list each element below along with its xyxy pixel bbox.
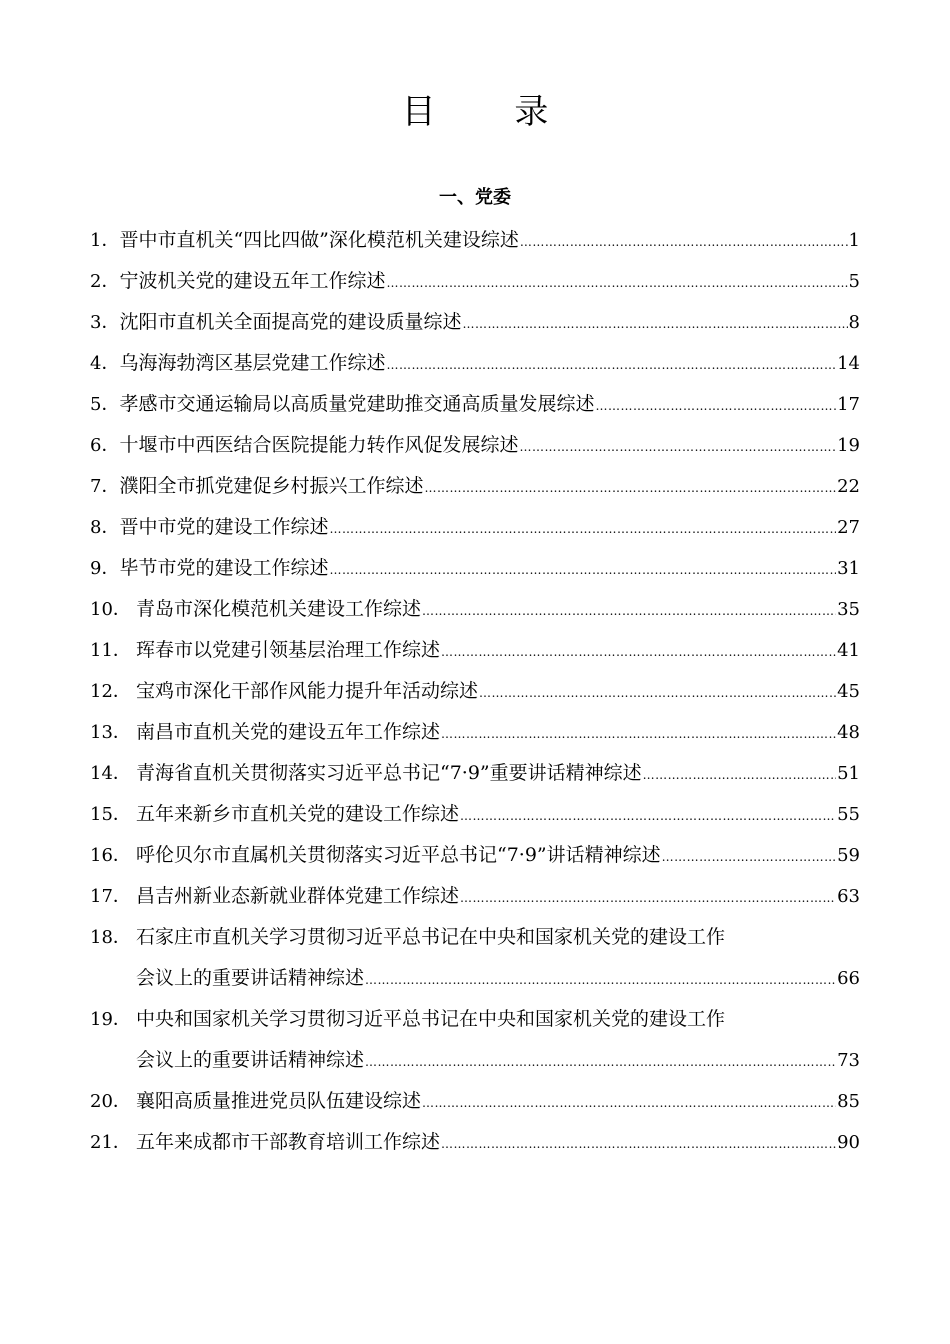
toc-entry (90, 757, 860, 798)
toc-entry-number: 4． (90, 353, 120, 374)
toc-entry-title: 乌海海勃湾区基层党建工作综述 (119, 352, 386, 374)
page-title: 目 录 (401, 92, 583, 132)
toc-entry-title: 五年来成都市干部教育培训工作综述 (136, 1131, 441, 1153)
toc-leader-dots (422, 1087, 836, 1119)
toc-page-number: 55 (837, 804, 860, 825)
toc-entry-number: 2． (90, 271, 120, 292)
toc-leader-dots (462, 308, 847, 340)
toc-leader-dots (441, 1128, 836, 1160)
toc-entry (90, 1003, 860, 1085)
toc-entry (90, 675, 860, 716)
toc-entry-title: 濮阳全市抓党建促乡村振兴工作综述 (119, 475, 424, 497)
toc-leader-dots (519, 431, 836, 463)
toc-line (90, 880, 860, 921)
toc-page-number: 5 (848, 271, 860, 292)
toc-entry-title: 晋中市党的建设工作综述 (119, 516, 329, 538)
toc-entry-number: 9． (90, 558, 120, 579)
toc-entry-title: 会议上的重要讲话精神综述 (136, 1049, 365, 1071)
toc-line (90, 757, 860, 798)
toc-page-number: 66 (837, 968, 860, 989)
toc-line (90, 388, 860, 429)
toc-line (90, 634, 860, 675)
toc-leader-dots (422, 595, 836, 627)
toc-entry-number: 20． (90, 1091, 131, 1112)
toc-leader-dots (460, 800, 836, 832)
toc-leader-dots (424, 472, 836, 504)
toc-entry-number: 7． (90, 476, 120, 497)
toc-entry-title: 青岛市深化模范机关建设工作综述 (136, 598, 422, 620)
toc-line (90, 511, 860, 552)
toc-entry (90, 511, 860, 552)
toc-entry-title: 中央和国家机关学习贯彻习近平总书记在中央和国家机关党的建设工作 (136, 1008, 726, 1030)
toc-leader-dots (643, 759, 836, 791)
toc-entry-title: 十堰市中西医结合医院提能力转作风促发展综述 (119, 434, 519, 456)
toc-line (90, 675, 860, 716)
toc-line (90, 798, 860, 839)
toc-page-number: 48 (837, 722, 860, 743)
toc-entry-number: 6． (90, 435, 120, 456)
toc-entry-title: 孝感市交通运输局以高质量党建助推交通高质量发展综述 (119, 393, 595, 415)
table-of-contents (90, 224, 860, 1167)
toc-leader-dots (441, 636, 836, 668)
toc-entry (90, 634, 860, 675)
toc-entry (90, 552, 860, 593)
toc-entry (90, 265, 860, 306)
toc-entry (90, 839, 860, 880)
toc-entry (90, 921, 860, 1003)
toc-entry (90, 470, 860, 511)
toc-page-number: 19 (837, 435, 860, 456)
toc-line (90, 839, 860, 880)
toc-entry-number: 17． (90, 886, 131, 907)
toc-line (90, 1126, 860, 1167)
toc-page-number: 17 (837, 394, 860, 415)
toc-entry-number: 19． (90, 1009, 131, 1030)
toc-page-number: 1 (848, 230, 860, 251)
toc-entry-number: 3． (90, 312, 120, 333)
toc-entry (90, 306, 860, 347)
toc-page-number: 8 (848, 312, 860, 333)
toc-entry-title: 毕节市党的建设工作综述 (119, 557, 329, 579)
toc-entry-number: 16． (90, 845, 131, 866)
toc-line (90, 552, 860, 593)
toc-entry-number: 21． (90, 1132, 131, 1153)
toc-entry-title: 宝鸡市深化干部作风能力提升年活动综述 (136, 680, 479, 702)
toc-line (90, 593, 860, 634)
toc-entry (90, 716, 860, 757)
toc-page-number: 73 (837, 1050, 860, 1071)
toc-leader-dots (520, 226, 848, 258)
toc-entry (90, 429, 860, 470)
toc-entry-title: 南昌市直机关党的建设五年工作综述 (136, 721, 441, 743)
toc-page-number: 22 (837, 476, 860, 497)
toc-entry (90, 347, 860, 388)
toc-leader-dots (460, 882, 836, 914)
toc-entry-title: 晋中市直机关“四比四做”深化模范机关建设综述 (119, 229, 519, 251)
toc-entry-title: 会议上的重要讲话精神综述 (136, 967, 365, 989)
toc-entry-number: 1． (90, 230, 120, 251)
toc-entry-number: 8． (90, 517, 120, 538)
toc-leader-dots (479, 677, 836, 709)
toc-line (90, 265, 860, 306)
toc-page-number: 27 (837, 517, 860, 538)
toc-page-number: 90 (837, 1132, 860, 1153)
toc-leader-dots (365, 964, 836, 996)
toc-line (90, 1044, 860, 1085)
toc-page-number: 63 (837, 886, 860, 907)
toc-entry-number: 15． (90, 804, 131, 825)
toc-page-number: 31 (837, 558, 860, 579)
toc-entry-title: 五年来新乡市直机关党的建设工作综述 (136, 803, 460, 825)
toc-page-number: 35 (837, 599, 860, 620)
toc-line (90, 429, 860, 470)
toc-leader-dots (365, 1046, 836, 1078)
toc-entry-number: 12． (90, 681, 131, 702)
toc-leader-dots (329, 513, 836, 545)
toc-entry-title: 呼伦贝尔市直属机关贯彻落实习近平总书记“7·9”讲话精神综述 (136, 844, 661, 866)
toc-entry (90, 224, 860, 265)
toc-entry-number: 18． (90, 927, 131, 948)
toc-entry-title: 沈阳市直机关全面提高党的建设质量综述 (119, 311, 462, 333)
toc-line (90, 224, 860, 265)
toc-line (90, 921, 860, 962)
toc-leader-dots (386, 267, 847, 299)
toc-line (90, 306, 860, 347)
toc-entry-number: 5． (90, 394, 120, 415)
toc-entry (90, 880, 860, 921)
toc-entry (90, 593, 860, 634)
toc-line (90, 470, 860, 511)
toc-leader-dots (662, 841, 836, 873)
toc-entry (90, 388, 860, 429)
toc-entry-title: 石家庄市直机关学习贯彻习近平总书记在中央和国家机关党的建设工作 (136, 926, 726, 948)
toc-leader-dots (441, 718, 836, 750)
toc-line (90, 347, 860, 388)
toc-entry-title: 珲春市以党建引领基层治理工作综述 (136, 639, 441, 661)
toc-entry-number: 14． (90, 763, 131, 784)
toc-entry-title: 襄阳高质量推进党员队伍建设综述 (136, 1090, 422, 1112)
toc-line (90, 1003, 860, 1044)
toc-page-number: 14 (837, 353, 860, 374)
toc-page-number: 45 (837, 681, 860, 702)
toc-page-number: 41 (837, 640, 860, 661)
toc-entry-title: 宁波机关党的建设五年工作综述 (119, 270, 386, 292)
toc-entry-number: 10． (90, 599, 131, 620)
toc-entry-number: 11． (90, 640, 131, 661)
toc-page-number: 85 (837, 1091, 860, 1112)
toc-entry (90, 1126, 860, 1167)
toc-entry-number: 13． (90, 722, 131, 743)
toc-entry-title: 昌吉州新业态新就业群体党建工作综述 (136, 885, 460, 907)
toc-entry-title: 青海省直机关贯彻落实习近平总书记“7·9”重要讲话精神综述 (136, 762, 642, 784)
toc-leader-dots (595, 390, 836, 422)
toc-entry (90, 1085, 860, 1126)
toc-entry (90, 798, 860, 839)
toc-line (90, 716, 860, 757)
toc-line (90, 962, 860, 1003)
section-heading: 一、党委 (439, 187, 511, 208)
toc-leader-dots (386, 349, 836, 381)
toc-line (90, 1085, 860, 1126)
toc-page-number: 51 (837, 763, 860, 784)
toc-leader-dots (329, 554, 836, 586)
toc-page-number: 59 (837, 845, 860, 866)
